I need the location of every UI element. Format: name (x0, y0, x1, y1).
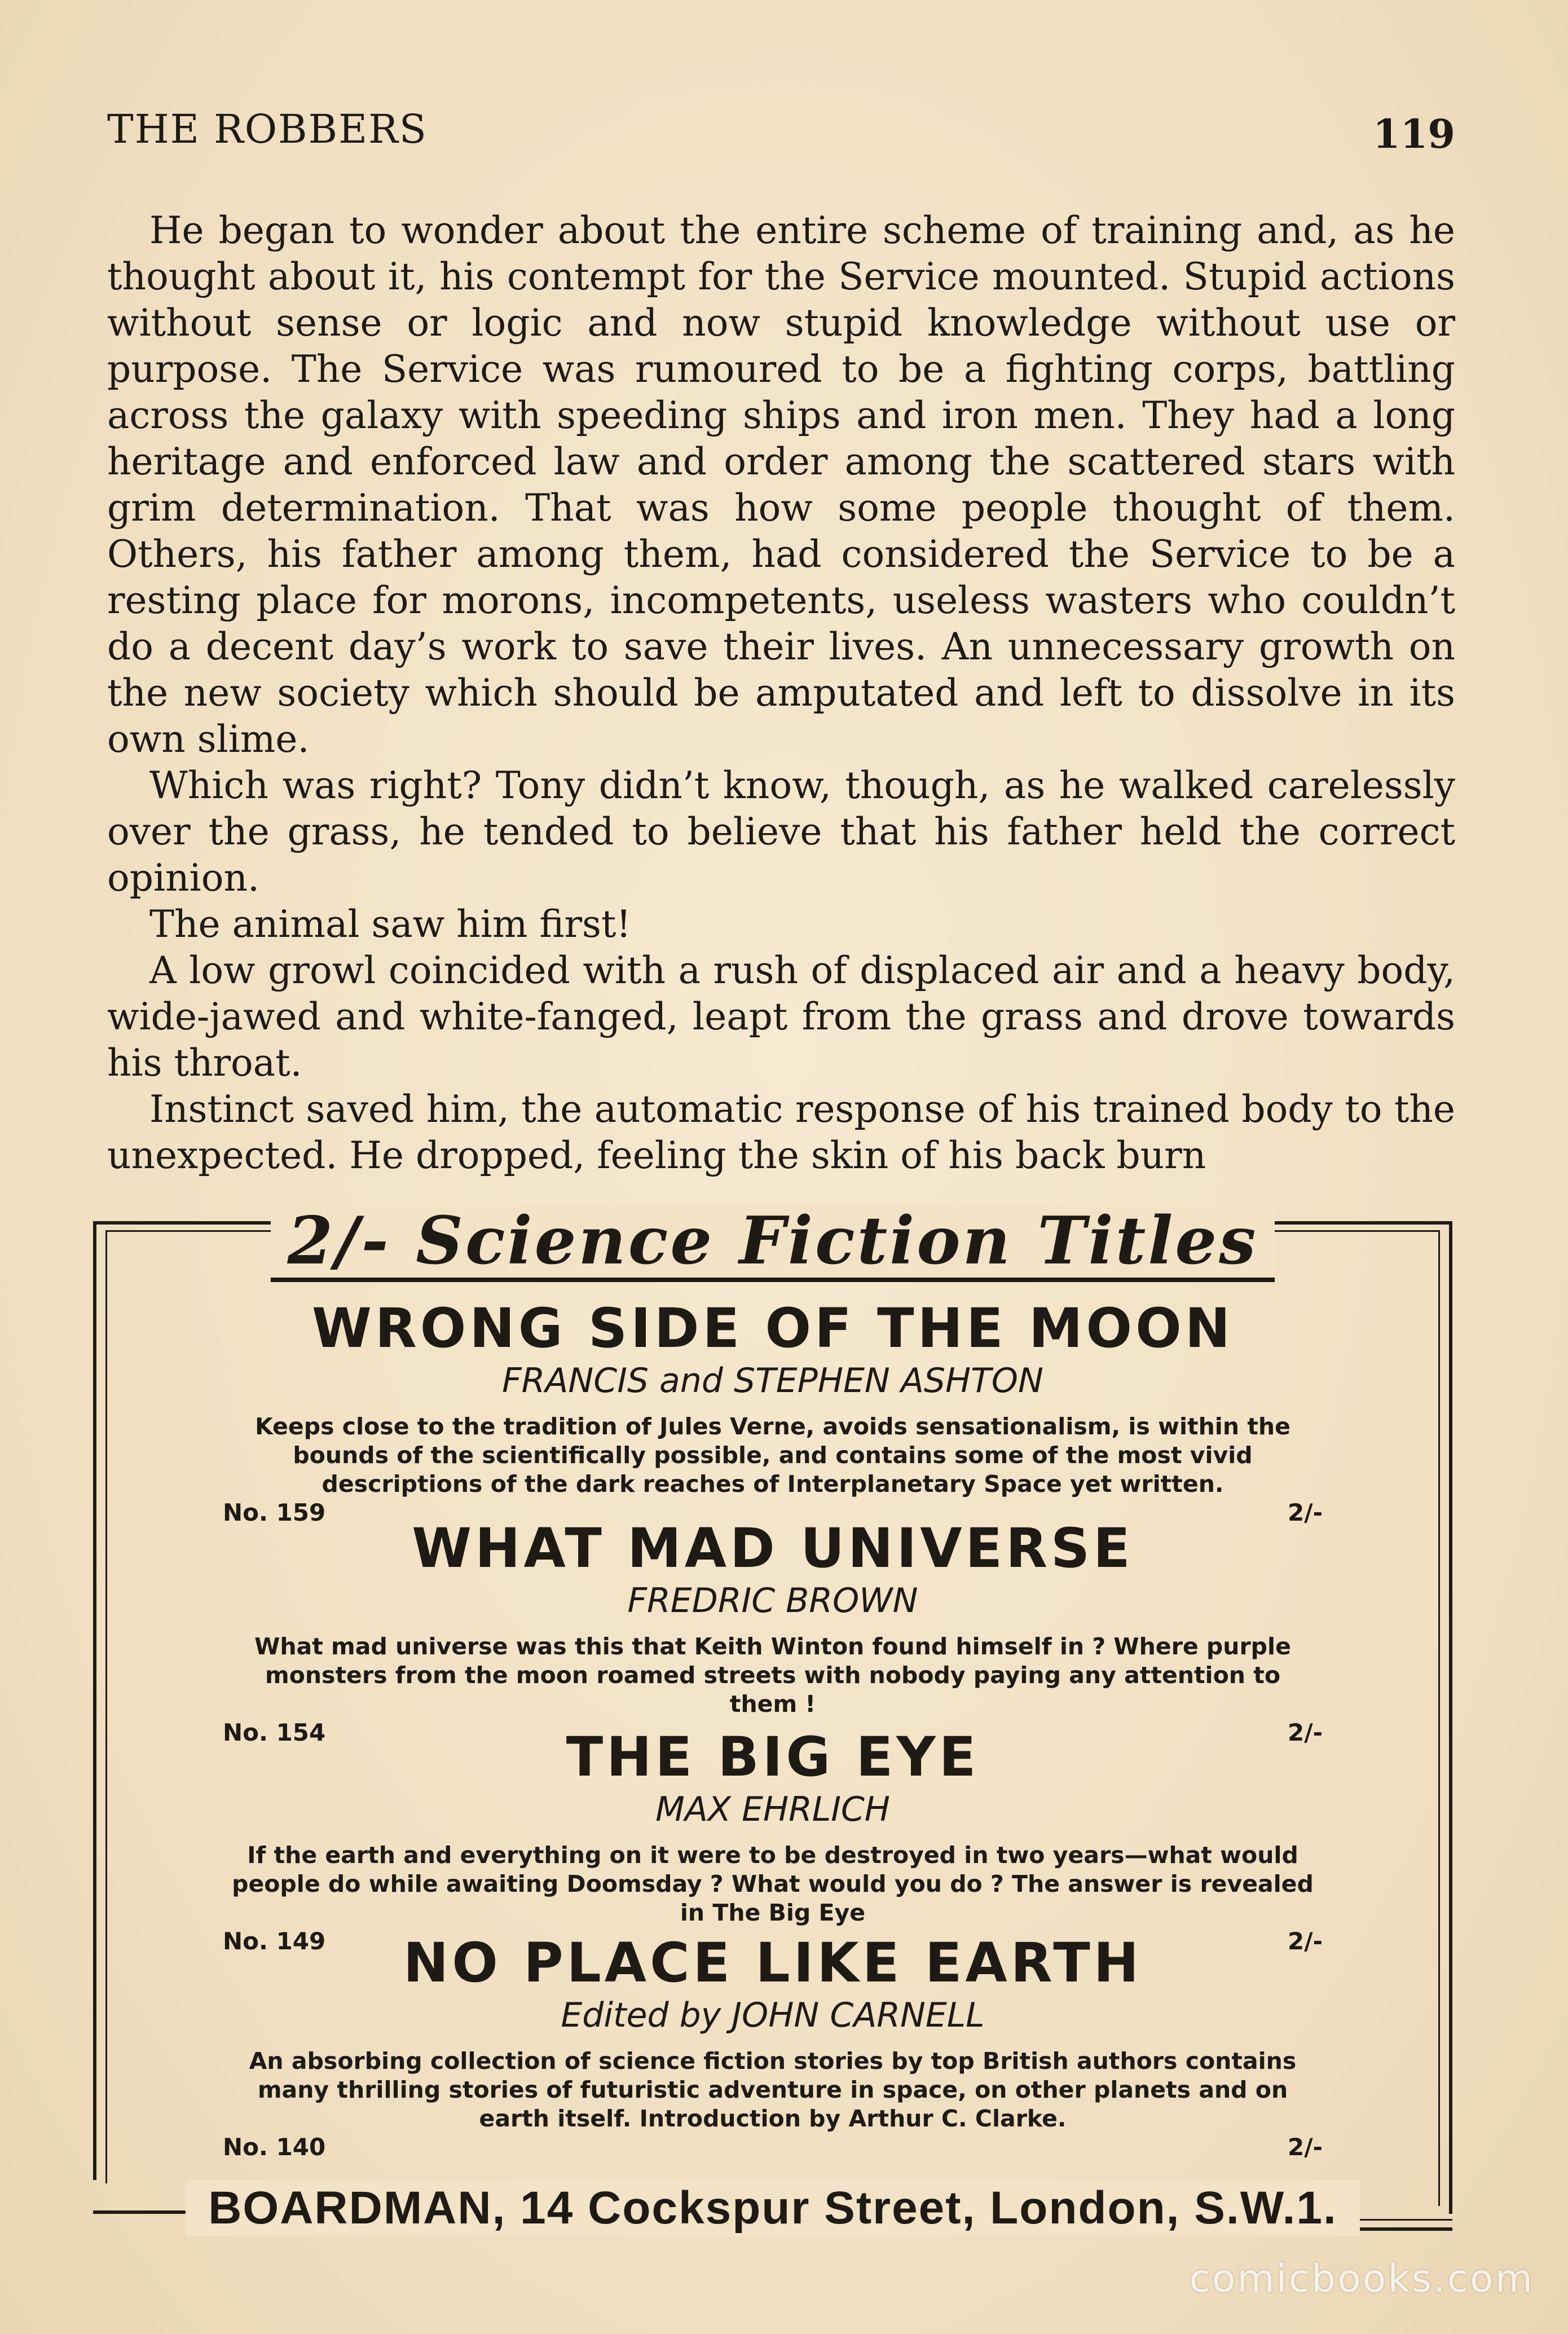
book-author: FRANCIS and STEPHEN ASHTON (502, 1361, 1043, 1401)
book-price: 2/- (1288, 2133, 1323, 2161)
frame-right-inner (1438, 1230, 1440, 2206)
book-description: If the earth and everything on it were to be destroyed in two years—what would people do while awaiting Doomsday ? What would you do ? The answer is revealed in The Big Eye (232, 1842, 1314, 1926)
running-head: THE ROBBERS (107, 106, 428, 152)
book-author: FREDRIC BROWN (627, 1581, 918, 1620)
page-header (107, 106, 1455, 168)
book-title: THE BIG EYE (566, 1725, 980, 1789)
book-description: Keeps close to the tradition of Jules Verne, avoids sensationalism, is within the bounds of the scientifically possible, and contains some of the most vivid descriptions of the dark reaches of Interplanetary Space yet written. (255, 1413, 1290, 1498)
paragraph: Which was right? Tony didn’t know, though, as he walked carelessly over the grass, he tended to believe that his father held the correct opinion. (107, 764, 1455, 900)
paragraph: The animal saw him first! (149, 902, 631, 946)
paragraph: A low growl coincided with a rush of displaced air and a heavy body, wide-jawed and white-fanged, leapt from the grass and drove towards his throat. (107, 949, 1455, 1085)
book-price: 2/- (1288, 1927, 1323, 1955)
book-number: No. 159 (223, 1499, 326, 1526)
book-entry (223, 1932, 1323, 2163)
book-title: WHAT MAD UNIVERSE (412, 1517, 1134, 1580)
book-description: An absorbing collection of science fiction stories by top British authors contains many thrilling stories of futuristic adventure in space, on other planets and on earth itself. Introduction by Arthur C. Clarke. (249, 2047, 1297, 2132)
book-title: WRONG SIDE OF THE MOON (311, 1297, 1234, 1360)
book-meta (223, 2133, 1323, 2163)
book-number: No. 149 (223, 1927, 326, 1955)
book-author: Edited by JOHN CARNELL (561, 1996, 985, 2035)
paragraph: He began to wonder about the entire scheme of training and, as he thought about it, his contempt for the Service mounted. Stupid actions without sense or logic and now stupid knowledge without use or purpose. The Service was rumoured to be a fighting corps, battling across the galaxy with speeding ships and iron men. They had a long heritage and enforced law and order among the scattered stars with grim determination. That was how some people thought of them. Others, his father among them, had considered the Service to be a resting place for morons, incompetents, useless wasters who couldn’t do a decent day’s work to save their lives. An unnecessary growth on the new society which should be amputated and left to dissolve in its own slime. (107, 209, 1455, 761)
ad-heading (93, 1204, 1452, 1282)
page-number: 119 (1372, 111, 1455, 157)
book-number: No. 140 (223, 2133, 326, 2161)
book-author: MAX EHRLICH (655, 1790, 890, 1829)
frame-right (1449, 1221, 1452, 2214)
book-description: What mad universe was this that Keith Winton found himself in ? Where purple monsters from the moon roamed streets with nobody paying any attention to them ! (254, 1633, 1291, 1718)
frame-left (93, 1221, 96, 2180)
ad-heading-text: 2/- Science Fiction Titles (271, 1204, 1275, 1282)
book-entry (223, 1726, 1323, 1957)
book-title: NO PLACE LIKE EARTH (403, 1931, 1143, 1994)
book-price: 2/- (1288, 1499, 1323, 1526)
book-entry (223, 1517, 1323, 1748)
advertisement-box (93, 1204, 1452, 2236)
book-entry (223, 1297, 1323, 1528)
book-number: No. 154 (223, 1719, 326, 1746)
publisher-address: BOARDMAN, 14 Cockspur Street, London, S.W.1. (186, 2180, 1360, 2236)
watermark: comicbooks.com (1189, 2257, 1534, 2301)
story-text (107, 208, 1455, 1179)
paragraph: Instinct saved him, the automatic response of his trained body to the unexpected. He dropped, feeling the skin of his back burn (107, 1087, 1455, 1177)
frame-left-inner (105, 1230, 107, 2183)
publisher-line (93, 2180, 1452, 2236)
book-price: 2/- (1288, 1719, 1323, 1746)
